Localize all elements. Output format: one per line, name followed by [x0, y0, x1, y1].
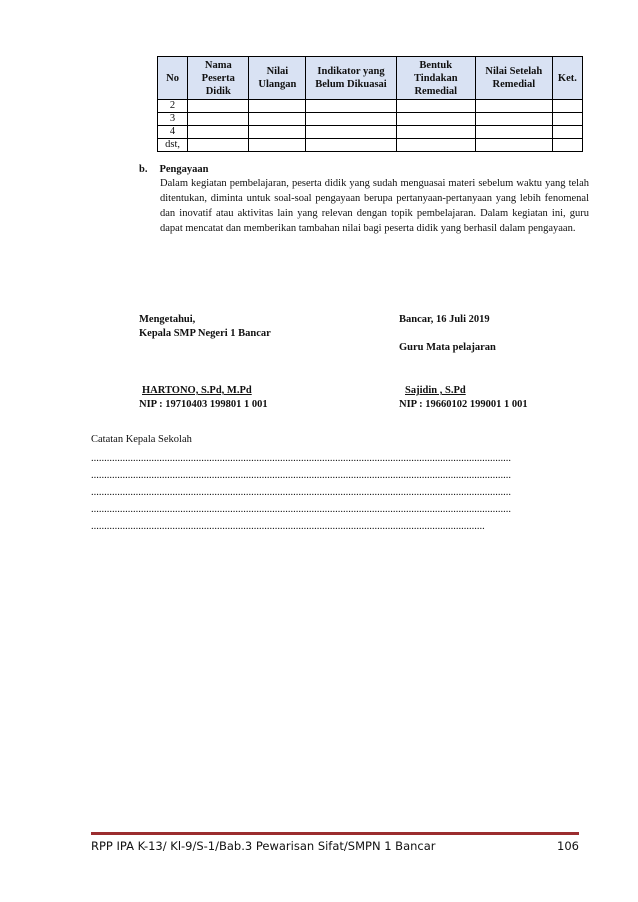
- notes-line: ................................................................................................................................................................: [91, 453, 511, 464]
- table-cell: [306, 100, 396, 113]
- table-cell: [188, 100, 249, 113]
- table-cell: dst,: [158, 139, 188, 152]
- col-header-nilai-setelah: Nilai Setelah Remedial: [475, 57, 552, 100]
- col-header-nama: Nama Peserta Didik: [188, 57, 249, 100]
- table-header-row: [158, 57, 583, 100]
- table-cell: [396, 113, 475, 126]
- table-cell: [475, 113, 552, 126]
- remedial-table: [157, 56, 583, 152]
- table-cell: [188, 113, 249, 126]
- col-header-nilai-ulangan: Nilai Ulangan: [249, 57, 306, 100]
- table-cell: 4: [158, 126, 188, 139]
- col-header-no: No: [158, 57, 188, 100]
- pengayaan-section: [139, 164, 589, 236]
- pengayaan-paragraph: Dalam kegiatan pembelajaran, peserta didik yang sudah menguasai materi sebelum waktu yang telah ditentukan, diminta untuk soal-soal pengayaan berupa pertanyaan-pertanyaan yang lebih fenomenal dan inovatif atau aktivitas lain yang relevan dengan topik pembelajaran. Dalam kegiatan ini, guru dapat mencatat dan memberikan tambahan nilai bagi peserta didik yang berhasil dalam pengayaan.: [160, 178, 589, 234]
- teacher-name: Sajidin , S.Pd: [405, 385, 466, 396]
- table-cell: [475, 139, 552, 152]
- section-letter: b.: [139, 164, 148, 175]
- table-cell: [249, 126, 306, 139]
- table-cell: [188, 139, 249, 152]
- table-cell: [306, 139, 396, 152]
- table-cell: [475, 126, 552, 139]
- table-cell: 2: [158, 100, 188, 113]
- table-cell: [249, 113, 306, 126]
- principal-notes: [91, 432, 581, 535]
- table-cell: [188, 126, 249, 139]
- section-title: Pengayaan: [159, 164, 209, 175]
- acknowledged-label: Mengetahui,: [139, 314, 196, 325]
- principal-title: Kepala SMP Negeri 1 Bancar: [139, 328, 271, 339]
- signature-left: [139, 384, 268, 412]
- table-row: [158, 113, 583, 126]
- teacher-role: Guru Mata pelajaran: [399, 342, 496, 353]
- table-cell: [552, 113, 582, 126]
- place-date: Bancar, 16 Juli 2019: [399, 314, 490, 325]
- table-cell: [306, 113, 396, 126]
- table-cell: [552, 139, 582, 152]
- table-cell: [552, 100, 582, 113]
- table-row: [158, 139, 583, 152]
- table-cell: 3: [158, 113, 188, 126]
- pengayaan-heading: [139, 164, 589, 175]
- table-cell: [249, 100, 306, 113]
- table-cell: [249, 139, 306, 152]
- signature-right: [399, 384, 528, 412]
- table-cell: [306, 126, 396, 139]
- table-cell: [475, 100, 552, 113]
- signature-left-header: [139, 313, 271, 341]
- table-cell: [396, 100, 475, 113]
- col-header-indikator: Indikator yang Belum Dikuasai: [306, 57, 396, 100]
- principal-nip: NIP : 19710403 199801 1 001: [139, 399, 268, 410]
- notes-line: ................................................................................................................................................................: [91, 470, 511, 481]
- notes-line: ................................................................................................................................................................: [91, 487, 511, 498]
- teacher-nip: NIP : 19660102 199001 1 001: [399, 399, 528, 410]
- table-row: [158, 126, 583, 139]
- page-footer: [91, 832, 579, 853]
- notes-line: ......................................................................................................................................................: [91, 521, 485, 532]
- table-cell: [552, 126, 582, 139]
- signature-right-header: [399, 313, 496, 355]
- footer-title: RPP IPA K-13/ Kl-9/S-1/Bab.3 Pewarisan Sifat/SMPN 1 Bancar: [91, 839, 436, 853]
- col-header-ket: Ket.: [552, 57, 582, 100]
- page-number: 106: [557, 839, 579, 853]
- table-cell: [396, 139, 475, 152]
- principal-name: HARTONO, S.Pd, M.Pd: [142, 385, 252, 396]
- notes-line: ................................................................................................................................................................: [91, 504, 511, 515]
- col-header-bentuk-tindakan: Bentuk Tindakan Remedial: [396, 57, 475, 100]
- notes-title: Catatan Kepala Sekolah: [91, 434, 192, 445]
- table-row: [158, 100, 583, 113]
- table-cell: [396, 126, 475, 139]
